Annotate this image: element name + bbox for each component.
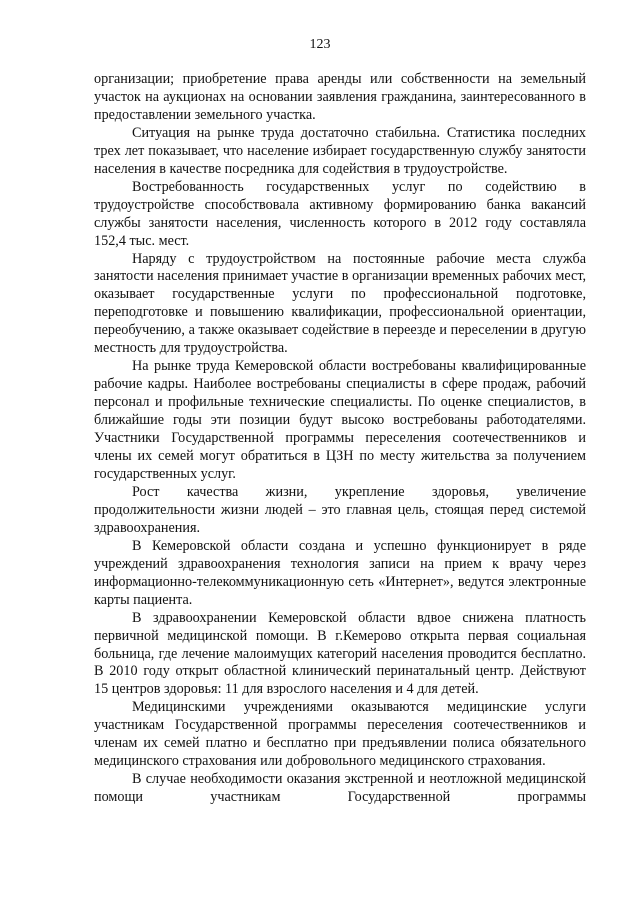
paragraph-land-rights: организации; приобретение права аренды или собственности на земельный участок на аукционах на основании заявления гражданина, заинтересованного в предоставлении земельного участка. <box>94 71 586 123</box>
paragraph-online-appointments: В Кемеровской области создана и успешно функционирует в ряде учреждений здравоохранения технология записи на прием к врачу через информационно-телекоммуникационную сеть «Интернет», ведутся электронные карты пациента. <box>94 537 586 608</box>
paragraph-healthcare-costs: В здравоохранении Кемеровской области вдвое снижена платность первичной медицинской помощи. В г.Кемерово открыта первая социальная больница, где лечение малоимущих категорий населения проводится бесплатно. В 2010 году открыт областной клинический перинатальный центр. Действуют 15 центров здоровья: 11 для взрослого населения и 4 для детей. <box>94 609 586 698</box>
paragraph-vacancy-bank: Востребованность государственных услуг по содействию в трудоустройстве способствовала активному формированию банка вакансий службы занятости населения, численность которого в 2012 году составляла 152,4 тыс. мест. <box>94 178 586 249</box>
paragraph-medical-services: Медицинскими учреждениями оказываются медицинские услуги участникам Государственной программы переселения соотечественников и членам их семей платно и бесплатно при предъявлении полиса обязательного медицинского страхования или добровольного медицинского страхования. <box>94 699 586 770</box>
paragraph-employment-services: Наряду с трудоустройством на постоянные рабочие места служба занятости населения принимает участие в организации временных рабочих мест, оказывает государственные услуги по профессиональной подготовке, переподготовке и повышению квалификации, профессиональной ориентации, переобучению, а также оказывает содействие в переезде и переселении в другую местность для трудоустройства. <box>94 250 586 357</box>
paragraph-emergency-care: В случае необходимости оказания экстренной и неотложной медицинской помощи участникам Государственной программы <box>94 771 586 806</box>
paragraph-quality-of-life: Рост качества жизни, укрепление здоровья, увеличение продолжительности жизни людей – это главная цель, стоящая перед системой здравоохранения. <box>94 483 586 536</box>
page-number: 123 <box>309 37 331 52</box>
paragraph-qualified-workers: На рынке труда Кемеровской области востребованы квалифицированные рабочие кадры. Наиболее востребованы специалисты в сфере продаж, рабочий персонал и профильные технические специалисты. По оценке специалистов, в ближайшие годы эти позиции будут высоко востребованы работодателями. Участники Государственной программы переселения соотечественников и члены их семей могут обратиться в ЦЗН по месту жительства за получением государственных услуг. <box>94 358 586 482</box>
document-body <box>94 71 586 807</box>
paragraph-labor-market: Ситуация на рынке труда достаточно стабильна. Статистика последних трех лет показывает, что население избирает государственную службу занятости населения в качестве посредника для содействия в трудоустройстве. <box>94 124 586 177</box>
